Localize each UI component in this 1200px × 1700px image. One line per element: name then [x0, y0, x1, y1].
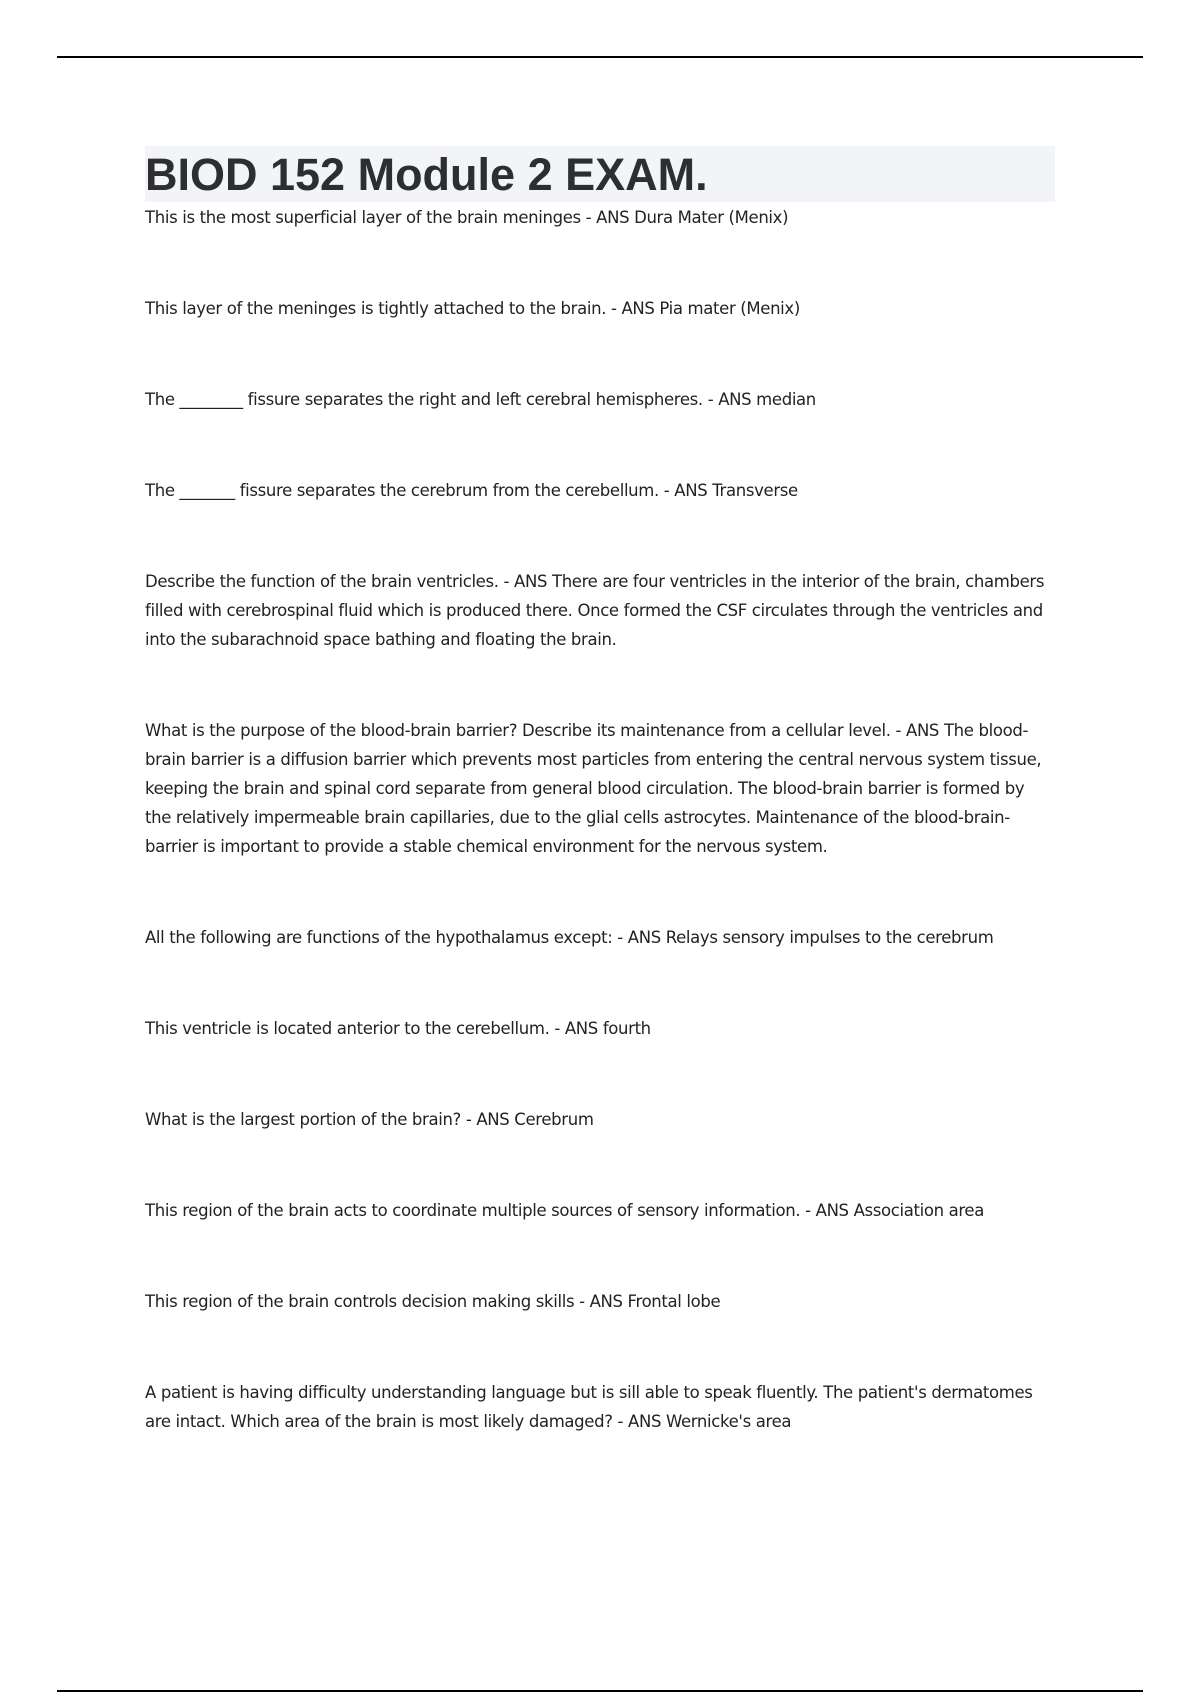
question-item: All the following are functions of the hypothalamus except: - ANS Relays sensory impulses to the cerebrum — [145, 928, 994, 947]
question-item: What is the purpose of the blood-brain barrier? Describe its maintenance from a cellular level. - ANS The blood-brain barrier is a diffusion barrier which prevents most particles from entering the central nervous system tissue, keeping the brain and spinal cord separate from general blood circulation. The blood-brain barrier is formed by the relatively impermeable brain capillaries, due to the glial cells astrocytes. Maintenance of the blood-brain-barrier is important to provide a stable chemical environment for the nervous system. — [145, 721, 1042, 856]
header-rule — [57, 56, 1143, 58]
question-item: This region of the brain acts to coordinate multiple sources of sensory information. - ANS Association area — [145, 1201, 984, 1220]
document-body — [145, 146, 1055, 1498]
question-item: A patient is having difficulty understanding language but is sill able to speak fluently. The patient's dermatomes are intact. Which area of the brain is most likely damaged? - ANS Wernicke's area — [145, 1383, 1033, 1431]
question-item: The ________ fissure separates the right and left cerebral hemispheres. - ANS median — [145, 390, 816, 409]
question-list — [145, 203, 1055, 1436]
footer-rule — [57, 1690, 1143, 1692]
question-item: This ventricle is located anterior to the cerebellum. - ANS fourth — [145, 1019, 651, 1038]
question-item: This region of the brain controls decision making skills - ANS Frontal lobe — [145, 1292, 721, 1311]
document-title: BIOD 152 Module 2 EXAM. — [145, 146, 1055, 202]
question-item: This layer of the meninges is tightly attached to the brain. - ANS Pia mater (Menix) — [145, 299, 800, 318]
question-item: Describe the function of the brain ventricles. - ANS There are four ventricles in the interior of the brain, chambers filled with cerebrospinal fluid which is produced there. Once formed the CSF circulates through the ventricles and into the subarachnoid space bathing and floating the brain. — [145, 572, 1045, 649]
question-item: The _______ fissure separates the cerebrum from the cerebellum. - ANS Transverse — [145, 481, 798, 500]
question-item: This is the most superficial layer of the brain meninges - ANS Dura Mater (Menix) — [145, 208, 789, 227]
question-item: What is the largest portion of the brain? - ANS Cerebrum — [145, 1110, 594, 1129]
